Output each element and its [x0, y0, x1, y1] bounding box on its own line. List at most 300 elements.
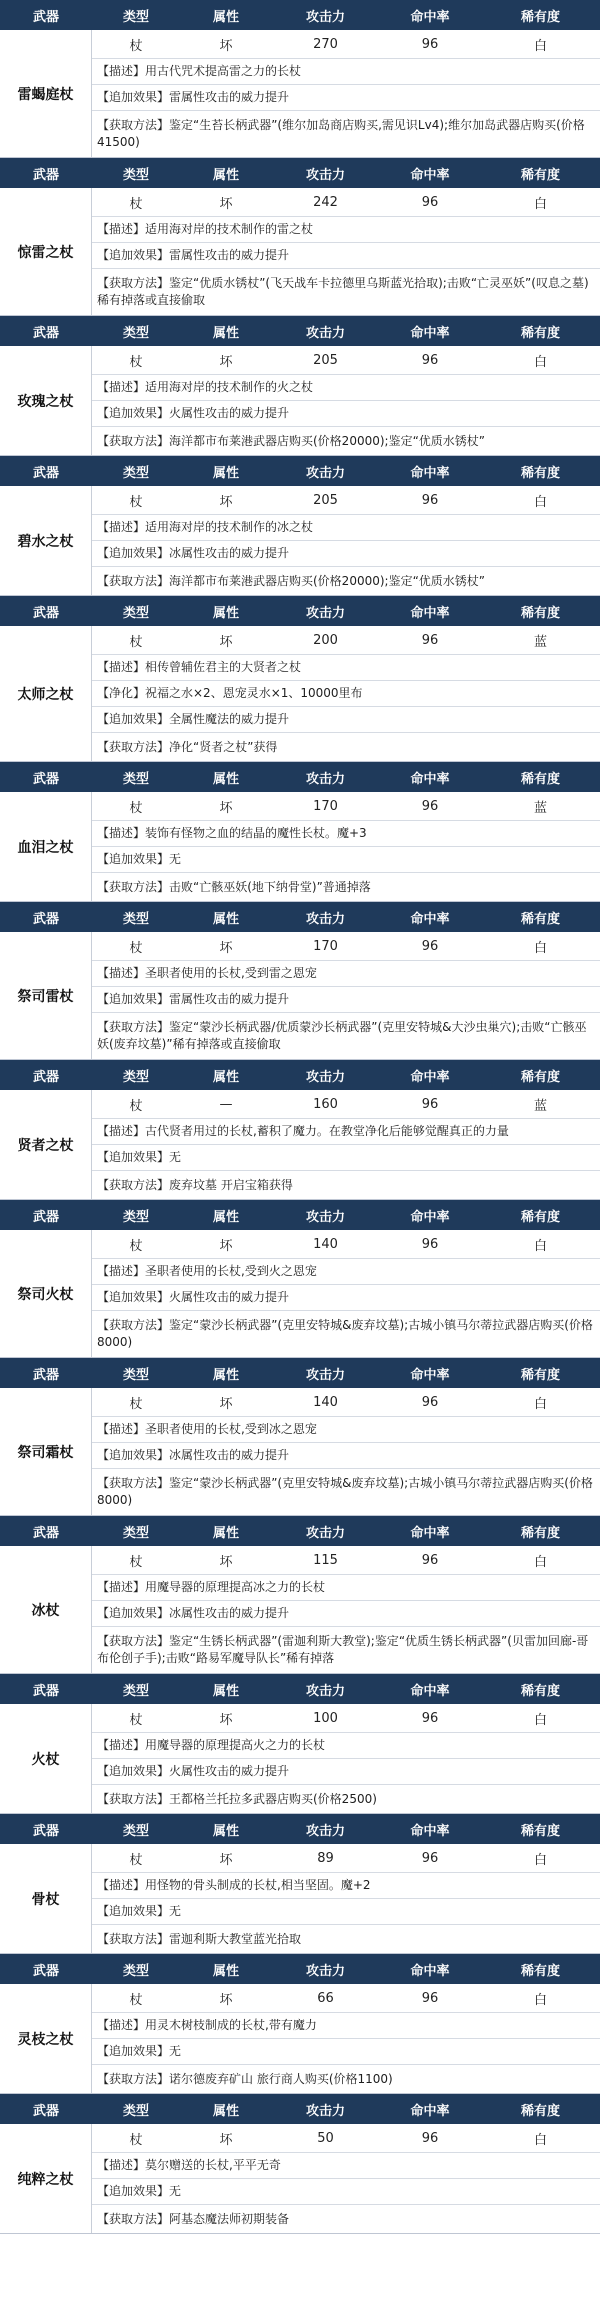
info-line	[92, 1311, 600, 1357]
weapon-block	[0, 2094, 600, 2234]
info-text: 【追加效果】冰属性攻击的威力提升	[97, 1448, 290, 1462]
weapon-name: 纯粹之杖	[0, 2124, 92, 2233]
weapon-block	[0, 1060, 600, 1200]
info-line	[92, 2205, 600, 2233]
info-text: 【追加效果】雷属性攻击的威力提升	[97, 90, 290, 104]
info-text: 【追加效果】无	[97, 2184, 182, 2198]
stats-row	[92, 1844, 600, 1873]
header-rarity: 稀有度	[520, 771, 560, 787]
info-text: 【追加效果】火属性攻击的威力提升	[97, 406, 290, 420]
info-line	[92, 515, 600, 541]
weapon-body	[0, 188, 600, 315]
stat-rarity: 白	[533, 1554, 547, 1570]
table-header-row	[0, 456, 600, 486]
info-line	[92, 987, 600, 1013]
info-text: 【获取方法】鉴定“蒙沙长柄武器/优质蒙沙长柄武器”(克里安特城&大沙虫巢穴);击败“亡骸巫妖(废弃坟墓)”稀有掉落或直接偷取	[97, 1020, 587, 1051]
stat-type: 杖	[129, 1098, 143, 1114]
table-header-row	[0, 902, 600, 932]
info-text: 【追加效果】无	[97, 1904, 182, 1918]
header-accuracy: 命中率	[410, 1823, 450, 1839]
header-attack: 攻击力	[305, 9, 345, 25]
weapon-body	[0, 1230, 600, 1357]
stat-rarity: 白	[533, 2132, 547, 2148]
info-line	[92, 567, 600, 595]
stat-type: 杖	[129, 1396, 143, 1412]
stat-type: 杖	[129, 2132, 143, 2148]
stat-attack: 50	[317, 2130, 334, 2146]
stat-accuracy: 96	[421, 1236, 439, 1252]
info-text: 【获取方法】鉴定“生锈长柄武器”(雷迦利斯大教堂);鉴定“优质生锈长柄武器”(贝雷加回廊-哥布伦创子手);击败“路易军魔导队长”稀有掉落	[97, 1634, 589, 1665]
header-type: 类型	[122, 9, 149, 25]
stats-row	[92, 1090, 600, 1119]
info-text: 【获取方法】鉴定“优质水锈杖”(飞天战车卡拉德里乌斯蓝光拾取);击败“亡灵巫妖”(叹息之墓)稀有掉落或直接偷取	[97, 276, 589, 307]
info-line	[92, 1145, 600, 1171]
info-text: 【追加效果】全属性魔法的威力提升	[97, 712, 290, 726]
stat-rarity: 白	[533, 1992, 547, 2008]
header-rarity: 稀有度	[520, 1525, 560, 1541]
header-type: 类型	[122, 1209, 149, 1225]
weapon-name: 灵枝之杖	[0, 1984, 92, 2093]
header-attribute: 属性	[212, 9, 239, 25]
header-rarity: 稀有度	[520, 1069, 560, 1085]
info-line	[92, 2039, 600, 2065]
header-accuracy: 命中率	[410, 1069, 450, 1085]
weapon-name: 骨杖	[0, 1844, 92, 1953]
header-type: 类型	[122, 1525, 149, 1541]
header-rarity: 稀有度	[520, 2103, 560, 2119]
header-rarity: 稀有度	[520, 1823, 560, 1839]
weapon-rows	[92, 1984, 600, 2093]
header-weapon: 武器	[32, 167, 59, 183]
stat-accuracy: 96	[421, 1552, 439, 1568]
info-line	[92, 1285, 600, 1311]
weapon-body	[0, 1546, 600, 1673]
info-line	[92, 541, 600, 567]
stat-rarity: 白	[533, 1238, 547, 1254]
header-accuracy: 命中率	[410, 771, 450, 787]
header-attribute: 属性	[212, 605, 239, 621]
info-line	[92, 873, 600, 901]
stat-rarity: 蓝	[533, 800, 547, 816]
info-line	[92, 401, 600, 427]
weapon-block	[0, 902, 600, 1060]
weapon-block	[0, 1954, 600, 2094]
info-text: 【描述】用灵木树枝制成的长杖,带有魔力	[97, 2018, 317, 2032]
header-attribute: 属性	[212, 167, 239, 183]
info-line	[92, 375, 600, 401]
header-weapon: 武器	[32, 1525, 59, 1541]
stat-rarity: 蓝	[533, 1098, 547, 1114]
header-attribute: 属性	[212, 1367, 239, 1383]
info-line	[92, 707, 600, 733]
header-attack: 攻击力	[305, 911, 345, 927]
header-attribute: 属性	[212, 911, 239, 927]
header-attribute: 属性	[212, 1209, 239, 1225]
weapon-body	[0, 1844, 600, 1953]
stats-row	[92, 932, 600, 961]
table-header-row	[0, 158, 600, 188]
stat-attack: 100	[313, 1710, 338, 1726]
stat-accuracy: 96	[421, 938, 439, 954]
header-rarity: 稀有度	[520, 1683, 560, 1699]
stat-rarity: 白	[533, 494, 547, 510]
info-text: 【描述】用古代咒术提高雷之力的长杖	[97, 64, 302, 78]
info-text: 【追加效果】无	[97, 1150, 182, 1164]
weapon-name: 冰杖	[0, 1546, 92, 1673]
info-line	[92, 269, 600, 315]
header-rarity: 稀有度	[520, 1367, 560, 1383]
weapon-name: 碧水之杖	[0, 486, 92, 595]
header-weapon: 武器	[32, 1367, 59, 1383]
table-header-row	[0, 316, 600, 346]
info-line	[92, 2153, 600, 2179]
weapon-block	[0, 0, 600, 158]
stat-attack: 205	[313, 352, 338, 368]
stat-accuracy: 96	[421, 492, 439, 508]
weapon-block	[0, 158, 600, 316]
header-weapon: 武器	[32, 771, 59, 787]
header-attribute: 属性	[212, 1069, 239, 1085]
stat-accuracy: 96	[421, 352, 439, 368]
weapon-rows	[92, 486, 600, 595]
header-type: 类型	[122, 2103, 149, 2119]
weapon-body	[0, 1090, 600, 1199]
header-attribute: 属性	[212, 325, 239, 341]
info-line	[92, 2065, 600, 2093]
stat-attribute: 坏	[219, 1238, 233, 1254]
stat-rarity: 白	[533, 1712, 547, 1728]
stat-attribute: 坏	[219, 1712, 233, 1728]
stat-attack: 170	[313, 798, 338, 814]
info-line	[92, 961, 600, 987]
weapon-name: 雷蝎庭杖	[0, 30, 92, 157]
info-text: 【描述】古代贤者用过的长杖,蓄积了魔力。在教堂净化后能够觉醒真正的力量	[97, 1124, 509, 1138]
weapon-name: 太师之杖	[0, 626, 92, 761]
stat-type: 杖	[129, 1992, 143, 2008]
stats-row	[92, 792, 600, 821]
stat-accuracy: 96	[421, 1850, 439, 1866]
weapon-body	[0, 1984, 600, 2093]
header-accuracy: 命中率	[410, 605, 450, 621]
header-accuracy: 命中率	[410, 465, 450, 481]
info-line	[92, 847, 600, 873]
weapon-body	[0, 486, 600, 595]
stat-attack: 205	[313, 492, 338, 508]
header-attack: 攻击力	[305, 325, 345, 341]
stat-attribute: 坏	[219, 354, 233, 370]
info-text: 【描述】适用海对岸的技术制作的雷之杖	[97, 222, 314, 236]
stat-type: 杖	[129, 634, 143, 650]
stats-row	[92, 1546, 600, 1575]
info-text: 【描述】圣职者使用的长杖,受到冰之恩宠	[97, 1422, 317, 1436]
table-header-row	[0, 1814, 600, 1844]
info-text: 【获取方法】海洋都市布莱港武器店购买(价格20000);鉴定“优质水锈杖”	[97, 433, 486, 448]
stat-type: 杖	[129, 940, 143, 956]
weapon-body	[0, 30, 600, 157]
stat-rarity: 白	[533, 940, 547, 956]
stat-type: 杖	[129, 800, 143, 816]
info-line	[92, 1417, 600, 1443]
weapon-block	[0, 1814, 600, 1954]
stats-row	[92, 1984, 600, 2013]
header-accuracy: 命中率	[410, 325, 450, 341]
weapon-body	[0, 626, 600, 761]
info-line	[92, 1899, 600, 1925]
stat-accuracy: 96	[421, 2130, 439, 2146]
stat-attack: 242	[313, 194, 338, 210]
header-weapon: 武器	[32, 1209, 59, 1225]
header-rarity: 稀有度	[520, 9, 560, 25]
stat-type: 杖	[129, 1238, 143, 1254]
weapon-body	[0, 346, 600, 455]
stat-type: 杖	[129, 1712, 143, 1728]
header-weapon: 武器	[32, 1683, 59, 1699]
info-line	[92, 681, 600, 707]
stat-attack: 170	[313, 938, 338, 954]
info-text: 【获取方法】鉴定“蒙沙长柄武器”(克里安特城&废弃坟墓);古城小镇马尔蒂拉武器店购买(价格8000)	[97, 1318, 593, 1349]
stat-rarity: 白	[533, 1852, 547, 1868]
header-attack: 攻击力	[305, 1823, 345, 1839]
weapon-body	[0, 2124, 600, 2233]
weapon-block	[0, 456, 600, 596]
weapon-body	[0, 792, 600, 901]
header-rarity: 稀有度	[520, 167, 560, 183]
weapon-rows	[92, 30, 600, 157]
header-attribute: 属性	[212, 771, 239, 787]
info-line	[92, 2013, 600, 2039]
weapon-block	[0, 762, 600, 902]
header-attack: 攻击力	[305, 1963, 345, 1979]
stat-accuracy: 96	[421, 798, 439, 814]
weapon-rows	[92, 346, 600, 455]
header-attack: 攻击力	[305, 1069, 345, 1085]
weapon-name: 玫瑰之杖	[0, 346, 92, 455]
stat-accuracy: 96	[421, 1096, 439, 1112]
stat-rarity: 白	[533, 354, 547, 370]
info-line	[92, 1627, 600, 1673]
weapon-name: 惊雷之杖	[0, 188, 92, 315]
stat-attack: 89	[317, 1850, 334, 1866]
stat-rarity: 蓝	[533, 634, 547, 650]
stat-attack: 66	[317, 1990, 334, 2006]
info-text: 【获取方法】阿基态魔法师初期装备	[97, 2211, 290, 2226]
stats-row	[92, 486, 600, 515]
stat-type: 杖	[129, 196, 143, 212]
header-accuracy: 命中率	[410, 2103, 450, 2119]
header-weapon: 武器	[32, 325, 59, 341]
weapon-name: 祭司霜杖	[0, 1388, 92, 1515]
header-type: 类型	[122, 911, 149, 927]
stat-accuracy: 96	[421, 1394, 439, 1410]
header-accuracy: 命中率	[410, 1525, 450, 1541]
stat-type: 杖	[129, 38, 143, 54]
weapon-rows	[92, 1090, 600, 1199]
header-accuracy: 命中率	[410, 167, 450, 183]
info-line	[92, 1785, 600, 1813]
stat-accuracy: 96	[421, 1710, 439, 1726]
header-attack: 攻击力	[305, 1209, 345, 1225]
info-line	[92, 1601, 600, 1627]
header-type: 类型	[122, 771, 149, 787]
weapon-name: 祭司火杖	[0, 1230, 92, 1357]
info-line	[92, 1443, 600, 1469]
header-rarity: 稀有度	[520, 605, 560, 621]
info-line	[92, 1925, 600, 1953]
stat-attribute: 坏	[219, 1852, 233, 1868]
info-text: 【描述】用魔导器的原理提高火之力的长杖	[97, 1738, 326, 1752]
info-text: 【描述】相传曾辅佐君主的大贤者之杖	[97, 660, 302, 674]
info-text: 【描述】莫尔赠送的长杖,平平无奇	[97, 2158, 281, 2172]
weapon-rows	[92, 626, 600, 761]
weapon-block	[0, 1358, 600, 1516]
info-text: 【获取方法】王都格兰托拉多武器店购买(价格2500)	[97, 1791, 377, 1806]
table-header-row	[0, 1516, 600, 1546]
stat-attack: 160	[313, 1096, 338, 1112]
info-text: 【追加效果】冰属性攻击的威力提升	[97, 546, 290, 560]
header-attribute: 属性	[212, 2103, 239, 2119]
info-line	[92, 821, 600, 847]
weapon-rows	[92, 1844, 600, 1953]
stat-attribute: 坏	[219, 1554, 233, 1570]
header-type: 类型	[122, 1823, 149, 1839]
table-header-row	[0, 1954, 600, 1984]
info-text: 【描述】圣职者使用的长杖,受到火之恩宠	[97, 1264, 317, 1278]
header-accuracy: 命中率	[410, 1963, 450, 1979]
stats-row	[92, 1388, 600, 1417]
header-weapon: 武器	[32, 1823, 59, 1839]
info-line	[92, 217, 600, 243]
header-rarity: 稀有度	[520, 911, 560, 927]
header-weapon: 武器	[32, 9, 59, 25]
header-accuracy: 命中率	[410, 9, 450, 25]
weapon-rows	[92, 1704, 600, 1813]
weapon-rows	[92, 932, 600, 1059]
header-type: 类型	[122, 465, 149, 481]
info-line	[92, 1733, 600, 1759]
weapon-body	[0, 1704, 600, 1813]
table-header-row	[0, 596, 600, 626]
stat-attribute: —	[219, 1096, 233, 1112]
header-attack: 攻击力	[305, 167, 345, 183]
info-line	[92, 85, 600, 111]
stat-attribute: 坏	[219, 1396, 233, 1412]
stats-row	[92, 30, 600, 59]
info-text: 【获取方法】废弃坟墓 开启宝箱获得	[97, 1177, 293, 1192]
header-rarity: 稀有度	[520, 465, 560, 481]
info-line	[92, 1013, 600, 1059]
info-text: 【追加效果】无	[97, 852, 182, 866]
stat-accuracy: 96	[421, 1990, 439, 2006]
weapon-block	[0, 1674, 600, 1814]
stat-attack: 270	[313, 36, 338, 52]
header-attribute: 属性	[212, 465, 239, 481]
header-attack: 攻击力	[305, 771, 345, 787]
weapon-block	[0, 316, 600, 456]
info-line	[92, 1119, 600, 1145]
info-line	[92, 1469, 600, 1515]
info-text: 【获取方法】鉴定“蒙沙长柄武器”(克里安特城&废弃坟墓);古城小镇马尔蒂拉武器店购买(价格8000)	[97, 1476, 593, 1507]
info-line	[92, 243, 600, 269]
info-line	[92, 733, 600, 761]
info-text: 【追加效果】无	[97, 2044, 182, 2058]
weapon-rows	[92, 188, 600, 315]
header-attribute: 属性	[212, 1525, 239, 1541]
header-attack: 攻击力	[305, 2103, 345, 2119]
info-text: 【获取方法】击败“亡骸巫妖(地下纳骨堂)”普通掉落	[97, 879, 371, 894]
table-header-row	[0, 1358, 600, 1388]
header-attack: 攻击力	[305, 1683, 345, 1699]
header-accuracy: 命中率	[410, 911, 450, 927]
info-text: 【描述】圣职者使用的长杖,受到雷之恩宠	[97, 966, 317, 980]
stats-row	[92, 1704, 600, 1733]
stat-accuracy: 96	[421, 194, 439, 210]
table-header-row	[0, 0, 600, 30]
weapon-name: 火杖	[0, 1704, 92, 1813]
header-weapon: 武器	[32, 605, 59, 621]
weapon-rows	[92, 792, 600, 901]
header-weapon: 武器	[32, 1963, 59, 1979]
info-line	[92, 1171, 600, 1199]
header-rarity: 稀有度	[520, 325, 560, 341]
weapon-rows	[92, 1388, 600, 1515]
weapon-rows	[92, 1546, 600, 1673]
info-line	[92, 1575, 600, 1601]
info-line	[92, 1873, 600, 1899]
weapon-rows	[92, 1230, 600, 1357]
stat-attack: 115	[313, 1552, 338, 1568]
stat-attribute: 坏	[219, 38, 233, 54]
stats-row	[92, 1230, 600, 1259]
header-rarity: 稀有度	[520, 1209, 560, 1225]
info-text: 【追加效果】雷属性攻击的威力提升	[97, 992, 290, 1006]
stat-attack: 140	[313, 1236, 338, 1252]
stat-attribute: 坏	[219, 196, 233, 212]
stat-type: 杖	[129, 1852, 143, 1868]
info-line	[92, 655, 600, 681]
stat-rarity: 白	[533, 1396, 547, 1412]
stat-attribute: 坏	[219, 940, 233, 956]
stat-attribute: 坏	[219, 1992, 233, 2008]
header-accuracy: 命中率	[410, 1683, 450, 1699]
stat-attribute: 坏	[219, 494, 233, 510]
header-attack: 攻击力	[305, 1367, 345, 1383]
header-attack: 攻击力	[305, 605, 345, 621]
stat-attribute: 坏	[219, 634, 233, 650]
info-text: 【获取方法】雷迦利斯大教堂蓝光拾取	[97, 1931, 302, 1946]
stat-type: 杖	[129, 354, 143, 370]
table-header-row	[0, 762, 600, 792]
header-type: 类型	[122, 167, 149, 183]
stats-row	[92, 626, 600, 655]
table-header-row	[0, 2094, 600, 2124]
table-header-row	[0, 1060, 600, 1090]
header-weapon: 武器	[32, 1069, 59, 1085]
stats-row	[92, 346, 600, 375]
weapon-block	[0, 596, 600, 762]
stat-attribute: 坏	[219, 800, 233, 816]
weapon-block	[0, 1516, 600, 1674]
info-line	[92, 1759, 600, 1785]
info-line	[92, 111, 600, 157]
info-text: 【获取方法】鉴定“生苔长柄武器”(维尔加岛商店购买,需见识Lv4);维尔加岛武器店购买(价格41500)	[97, 118, 585, 149]
info-text: 【追加效果】火属性攻击的威力提升	[97, 1290, 290, 1304]
info-text: 【描述】适用海对岸的技术制作的冰之杖	[97, 520, 314, 534]
table-header-row	[0, 1200, 600, 1230]
header-accuracy: 命中率	[410, 1209, 450, 1225]
header-type: 类型	[122, 1069, 149, 1085]
info-text: 【描述】用怪物的骨头制成的长杖,相当坚固。魔+2	[97, 1878, 371, 1892]
stat-type: 杖	[129, 1554, 143, 1570]
